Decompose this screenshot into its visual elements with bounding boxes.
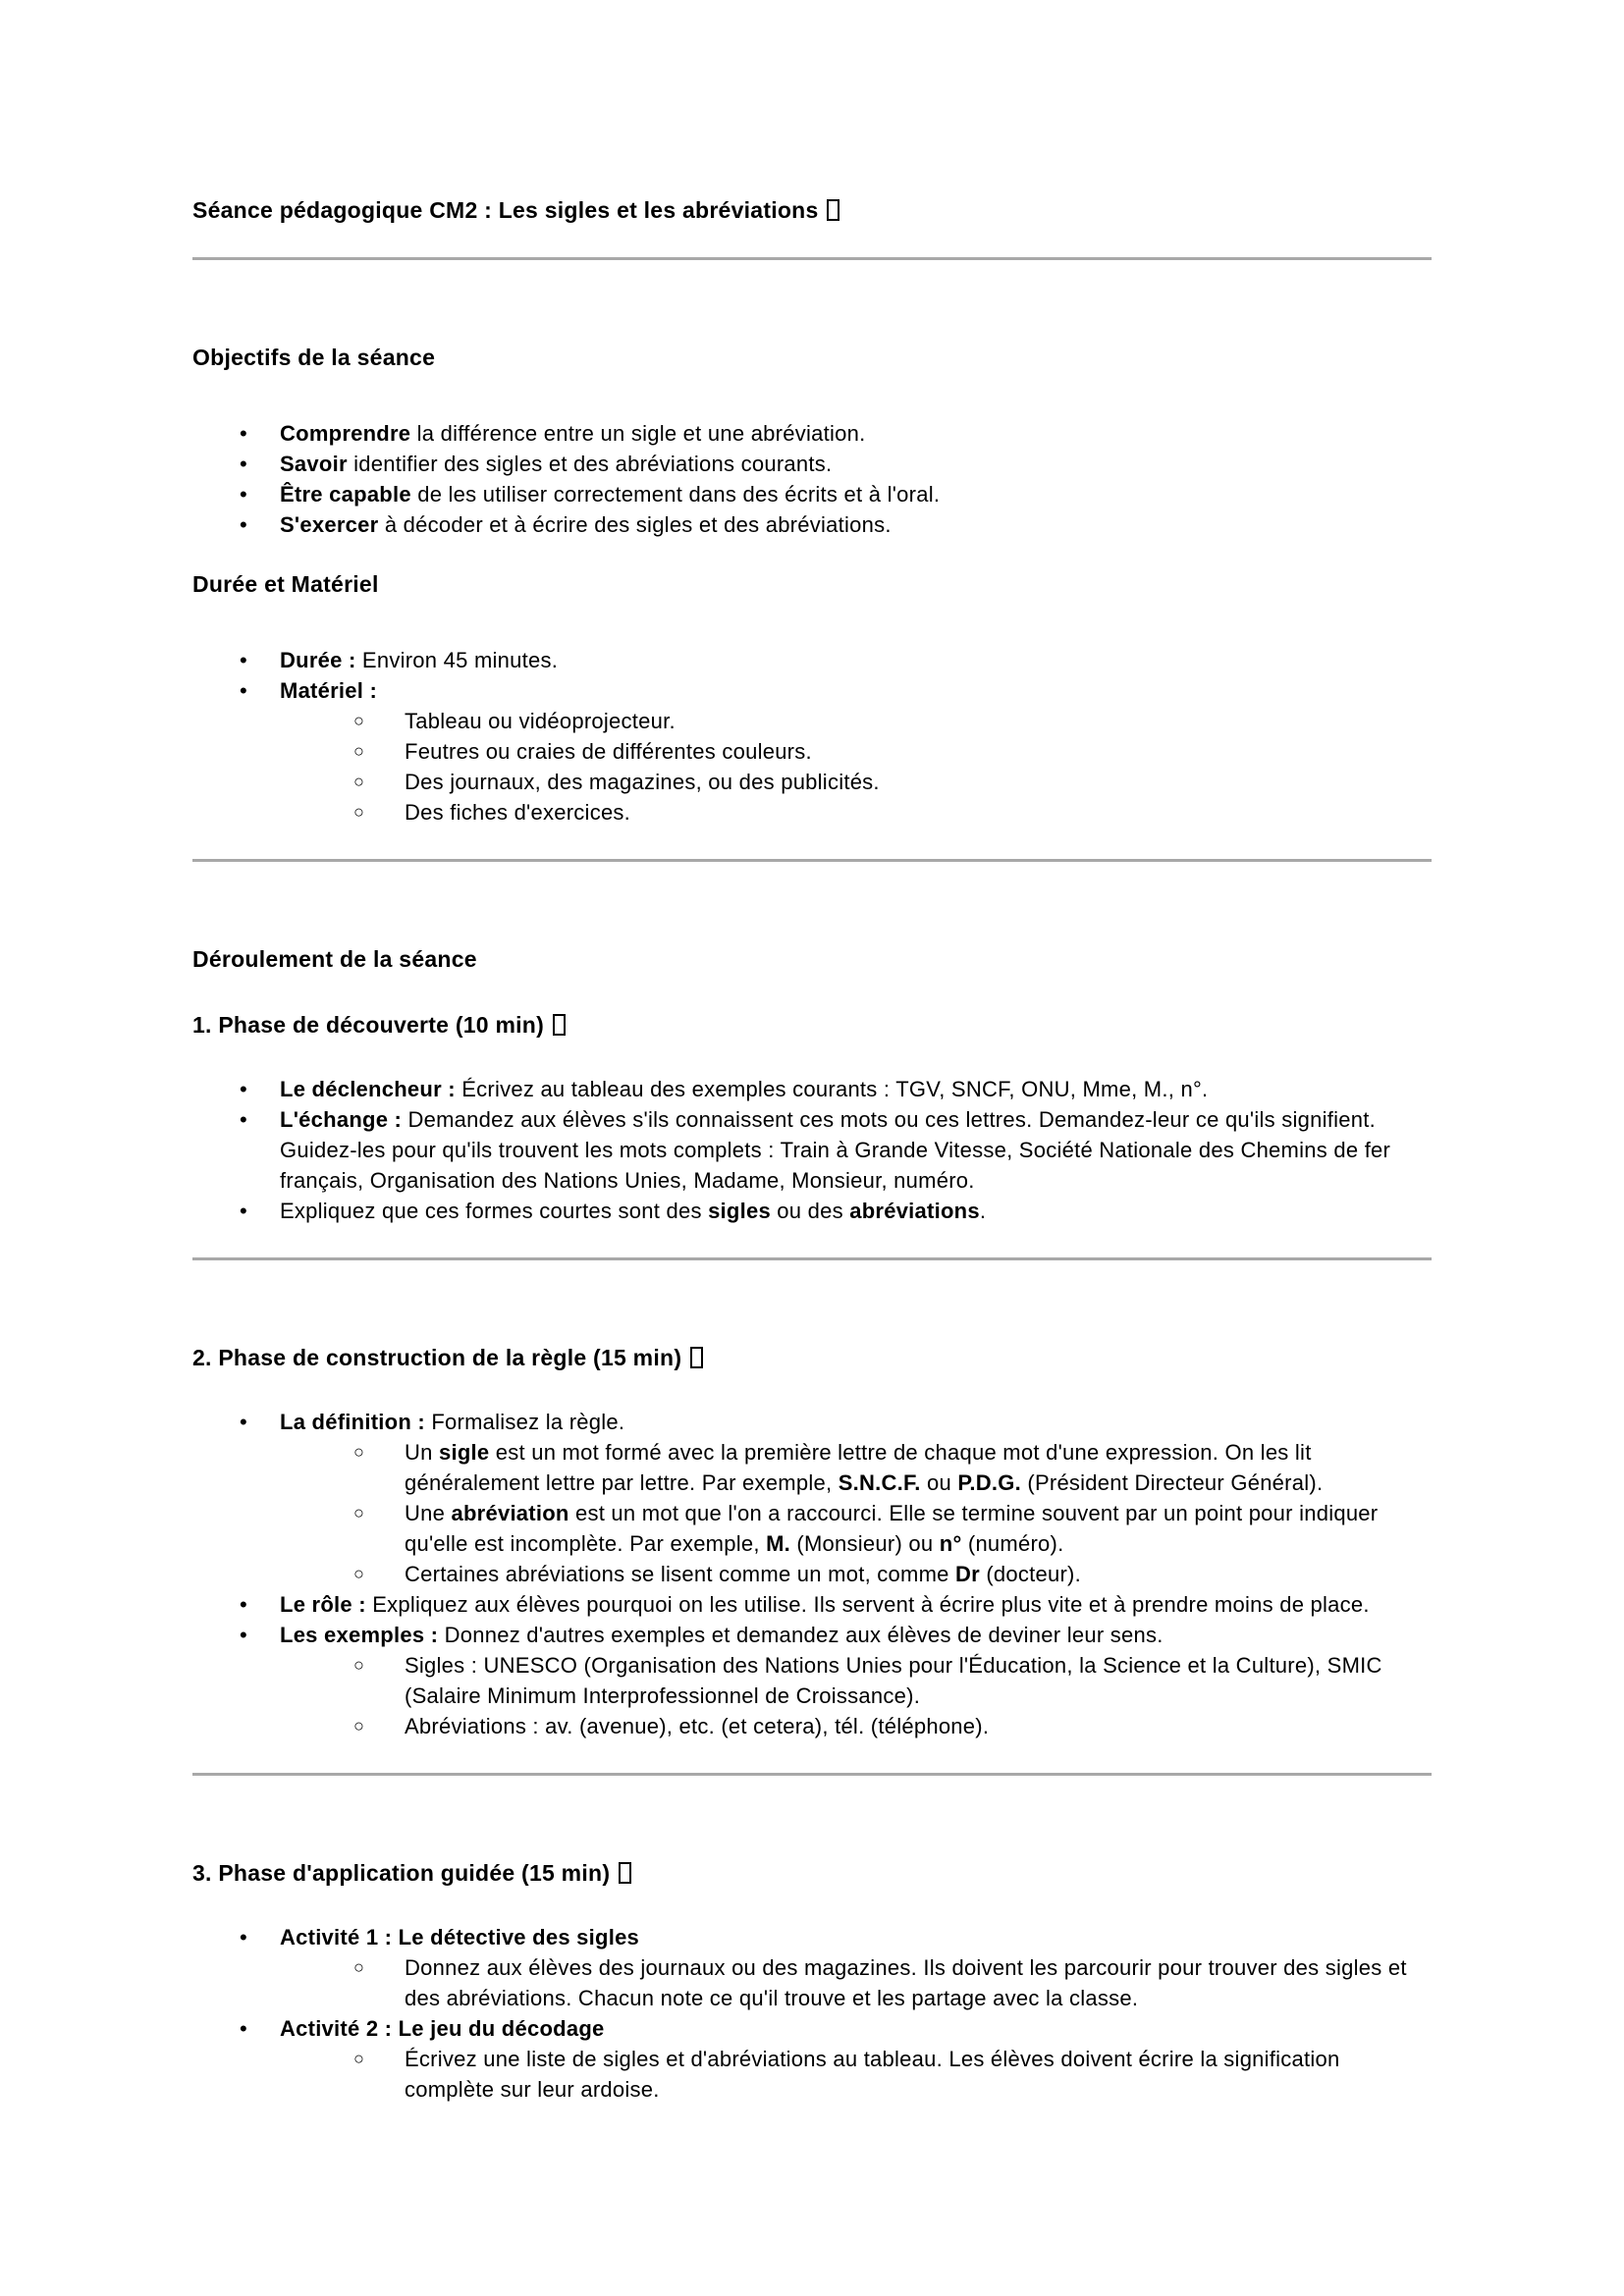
section-divider bbox=[192, 1773, 1432, 1776]
bullet-icon: • bbox=[240, 452, 247, 476]
text-run: Des fiches d'exercices. bbox=[405, 800, 631, 825]
list-item bbox=[192, 1498, 1432, 1559]
text-run: Un bbox=[405, 1440, 439, 1465]
circle-bullet-icon: ○ bbox=[353, 1442, 365, 1462]
circle-bullet-icon: ○ bbox=[353, 1957, 365, 1977]
bold-text-run: Savoir bbox=[280, 452, 348, 476]
list-item bbox=[192, 509, 1432, 540]
bold-text-run: Comprendre bbox=[280, 421, 411, 446]
text-run: Formalisez la règle. bbox=[424, 1410, 625, 1434]
text-run: de les utiliser correctement dans des écrits et à l'oral. bbox=[410, 482, 941, 507]
list-item bbox=[192, 418, 1432, 449]
text-run: Certaines abréviations se lisent comme un mot, comme bbox=[405, 1562, 956, 1586]
bullet-icon: • bbox=[240, 648, 247, 672]
bold-text-run: Séance pédagogique CM2 : Les sigles et les abréviations bbox=[192, 197, 826, 223]
bold-text-run: Durée : bbox=[280, 648, 356, 672]
text-run: (Président Directeur Général). bbox=[1021, 1470, 1324, 1495]
bold-text-run: M. bbox=[766, 1531, 791, 1556]
text-run: Expliquez que ces formes courtes sont des bbox=[280, 1199, 709, 1223]
bold-text-run: sigles bbox=[708, 1199, 771, 1223]
text-run: la différence entre un sigle et une abréviation. bbox=[410, 421, 866, 446]
text-run: Écrivez une liste de sigles et d'abréviations au tableau. Les élèves doivent écrire la signification complète sur leur ardoise. bbox=[405, 2047, 1340, 2102]
bold-text-run: Le rôle : bbox=[280, 1592, 366, 1617]
bullet-list bbox=[192, 1922, 1432, 2105]
missing-glyph-icon bbox=[690, 1347, 703, 1368]
bold-text-run: n° bbox=[939, 1531, 962, 1556]
text-run: ou des bbox=[770, 1199, 850, 1223]
list-item bbox=[192, 1952, 1432, 2013]
list-item bbox=[192, 797, 1432, 828]
bold-text-run: sigle bbox=[439, 1440, 490, 1465]
text-run: Abréviations : av. (avenue), etc. (et cetera), tél. (téléphone). bbox=[405, 1714, 990, 1738]
list-item bbox=[192, 1196, 1432, 1226]
bold-text-run: Les exemples : bbox=[280, 1623, 439, 1647]
text-run: ou bbox=[920, 1470, 958, 1495]
bullet-icon: • bbox=[240, 678, 247, 703]
list-item bbox=[192, 1922, 1432, 1952]
bullet-list bbox=[192, 1407, 1432, 1741]
bold-text-run: Être capable bbox=[280, 482, 411, 507]
bold-text-run: La définition : bbox=[280, 1410, 425, 1434]
bold-text-run: 3. Phase d'application guidée (15 min) bbox=[192, 1860, 617, 1886]
bold-text-run: Déroulement de la séance bbox=[192, 946, 477, 972]
circle-bullet-icon: ○ bbox=[353, 711, 365, 730]
text-run: Une bbox=[405, 1501, 452, 1525]
bullet-icon: • bbox=[240, 482, 247, 507]
list-item bbox=[192, 645, 1432, 675]
bullet-list bbox=[192, 645, 1432, 828]
bullet-icon: • bbox=[240, 1107, 247, 1132]
text-run: (Monsieur) ou bbox=[790, 1531, 940, 1556]
circle-bullet-icon: ○ bbox=[353, 1655, 365, 1675]
list-item bbox=[192, 706, 1432, 736]
list-item bbox=[192, 449, 1432, 479]
list-item bbox=[192, 479, 1432, 509]
bold-text-run: Durée et Matériel bbox=[192, 571, 379, 597]
section-divider bbox=[192, 1257, 1432, 1260]
text-run: (numéro). bbox=[961, 1531, 1064, 1556]
bold-text-run: L'échange : bbox=[280, 1107, 403, 1132]
circle-bullet-icon: ○ bbox=[353, 1503, 365, 1522]
missing-glyph-icon bbox=[553, 1014, 566, 1036]
bold-text-run: 2. Phase de construction de la règle (15 min) bbox=[192, 1345, 688, 1370]
section-divider bbox=[192, 257, 1432, 260]
text-run: Sigles : UNESCO (Organisation des Nations Unies pour l'Éducation, la Science et la Culture), SMIC (Salaire Minimum Interprofessionnel de Croissance). bbox=[405, 1653, 1382, 1708]
text-run: Expliquez aux élèves pourquoi on les utilise. Ils servent à écrire plus vite et à prendre moins de place. bbox=[365, 1592, 1370, 1617]
circle-bullet-icon: ○ bbox=[353, 2049, 365, 2068]
bold-text-run: Le déclencheur : bbox=[280, 1077, 456, 1101]
text-run: Des journaux, des magazines, ou des publicités. bbox=[405, 770, 880, 794]
list-item bbox=[192, 1650, 1432, 1711]
list-item bbox=[192, 2013, 1432, 2044]
list-item bbox=[192, 1437, 1432, 1498]
section-heading bbox=[192, 569, 1432, 600]
circle-bullet-icon: ○ bbox=[353, 1716, 365, 1735]
list-item bbox=[192, 1559, 1432, 1589]
list-item bbox=[192, 1104, 1432, 1196]
list-item bbox=[192, 1074, 1432, 1104]
text-run: Donnez aux élèves des journaux ou des magazines. Ils doivent les parcourir pour trouver des sigles et des abréviations. Chacun note ce qu'il trouve et les partage avec la classe. bbox=[405, 1955, 1407, 2010]
list-item bbox=[192, 767, 1432, 797]
bold-text-run: Activité 1 : Le détective des sigles bbox=[280, 1925, 640, 1949]
text-run: . bbox=[979, 1199, 987, 1223]
bold-text-run: abréviation bbox=[451, 1501, 569, 1525]
bold-text-run: S'exercer bbox=[280, 512, 379, 537]
bold-text-run: Matériel : bbox=[280, 678, 378, 703]
text-run: Demandez aux élèves s'ils connaissent ces mots ou ces lettres. Demandez-leur ce qu'ils signifient. Guidez-les pour qu'ils trouvent les mots complets : Train à Grande Vitesse, Société Nationale des Chemins de fer français, Organisation des Nations Unies, Madame, Monsieur, numéro. bbox=[280, 1107, 1391, 1193]
list-item bbox=[192, 675, 1432, 706]
circle-bullet-icon: ○ bbox=[353, 1564, 365, 1583]
section-divider bbox=[192, 859, 1432, 862]
circle-bullet-icon: ○ bbox=[353, 772, 365, 791]
list-item bbox=[192, 1589, 1432, 1620]
bullet-icon: • bbox=[240, 1077, 247, 1101]
list-item bbox=[192, 1620, 1432, 1650]
phase-heading bbox=[192, 1858, 1432, 1889]
bullet-list bbox=[192, 1074, 1432, 1226]
bold-text-run: Objectifs de la séance bbox=[192, 345, 436, 370]
bullet-icon: • bbox=[240, 2016, 247, 2041]
phase-heading bbox=[192, 1010, 1432, 1041]
bullet-icon: • bbox=[240, 1925, 247, 1949]
text-run: (docteur). bbox=[979, 1562, 1081, 1586]
bold-text-run: S.N.C.F. bbox=[838, 1470, 921, 1495]
list-item bbox=[192, 1711, 1432, 1741]
bold-text-run: abréviations bbox=[849, 1199, 980, 1223]
bullet-icon: • bbox=[240, 512, 247, 537]
text-run: Écrivez au tableau des exemples courants : TGV, SNCF, ONU, Mme, M., n°. bbox=[455, 1077, 1209, 1101]
bold-text-run: P.D.G. bbox=[957, 1470, 1021, 1495]
bullet-icon: • bbox=[240, 1199, 247, 1223]
text-run: Donnez d'autres exemples et demandez aux élèves de deviner leur sens. bbox=[438, 1623, 1164, 1647]
section-heading bbox=[192, 343, 1432, 373]
list-item bbox=[192, 2044, 1432, 2105]
phase-heading bbox=[192, 1343, 1432, 1373]
bullet-icon: • bbox=[240, 1623, 247, 1647]
text-run: est un mot formé avec la première lettre de chaque mot d'une expression. On les lit généralement lettre par lettre. Par exemple, bbox=[405, 1440, 1312, 1495]
circle-bullet-icon: ○ bbox=[353, 741, 365, 761]
text-run: Environ 45 minutes. bbox=[355, 648, 559, 672]
document-title bbox=[192, 195, 1432, 226]
missing-glyph-icon bbox=[619, 1862, 631, 1884]
section-heading bbox=[192, 944, 1432, 975]
bullet-list bbox=[192, 418, 1432, 540]
text-run: Tableau ou vidéoprojecteur. bbox=[405, 709, 676, 733]
text-run: à décoder et à écrire des sigles et des abréviations. bbox=[378, 512, 892, 537]
bullet-icon: • bbox=[240, 421, 247, 446]
text-run: identifier des sigles et des abréviations courants. bbox=[347, 452, 833, 476]
bullet-icon: • bbox=[240, 1410, 247, 1434]
bullet-icon: • bbox=[240, 1592, 247, 1617]
list-item bbox=[192, 1407, 1432, 1437]
missing-glyph-icon bbox=[827, 199, 839, 221]
bold-text-run: Activité 2 : Le jeu du décodage bbox=[280, 2016, 605, 2041]
text-run: Feutres ou craies de différentes couleurs. bbox=[405, 739, 812, 764]
bold-text-run: 1. Phase de découverte (10 min) bbox=[192, 1012, 551, 1038]
text-run: est un mot que l'on a raccourci. Elle se termine souvent par un point pour indiquer qu'elle est incomplète. Par exemple, bbox=[405, 1501, 1379, 1556]
bold-text-run: Dr bbox=[955, 1562, 980, 1586]
list-item bbox=[192, 736, 1432, 767]
circle-bullet-icon: ○ bbox=[353, 802, 365, 822]
